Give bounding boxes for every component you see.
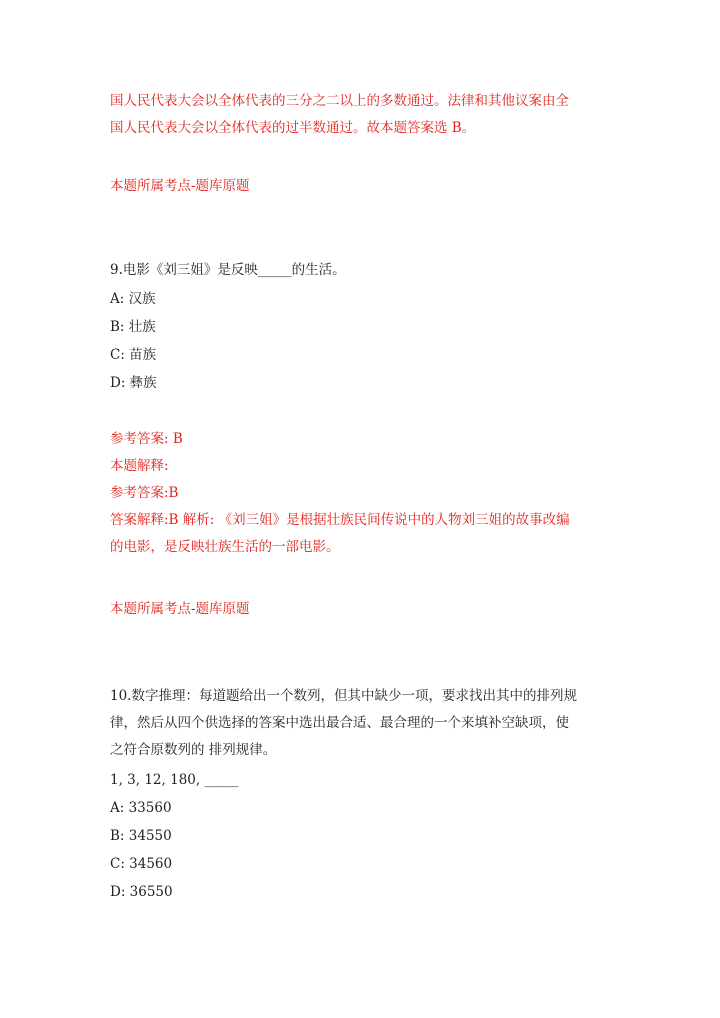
- option-a: A: 汉族: [110, 291, 156, 307]
- q9-answer-block: [110, 426, 610, 561]
- explanation-line: 的电影，是反映壮族生活的一部电影。: [110, 539, 340, 555]
- q10-sequence: 1, 3, 12, 180, _____: [110, 772, 239, 788]
- stem-line: 之符合原数列的 排列规律。: [110, 742, 277, 758]
- stem-line: 10.数字推理：每道题给出一个数列，但其中缺少一项，要求找出其中的排列规: [110, 688, 577, 704]
- q9-source-note: 本题所属考点-题库原题: [110, 601, 250, 617]
- prev-source-note: 本题所属考点-题库原题: [110, 178, 250, 194]
- q10-options: [110, 794, 610, 906]
- option-c: C: 苗族: [110, 347, 157, 363]
- option-a: A: 33560: [110, 800, 172, 816]
- q9-stem: 9.电影《刘三姐》是反映_____的生活。: [110, 262, 346, 278]
- explanation-label: 本题解释:: [110, 458, 169, 474]
- option-d: D: 彝族: [110, 375, 157, 391]
- ref-answer-2: 参考答案:B: [110, 485, 179, 501]
- text-line: 国人民代表大会以全体代表的三分之二以上的多数通过。法律和其他议案由全: [110, 93, 569, 109]
- q9-options: [110, 285, 610, 397]
- explanation-line: 答案解释:B 解析: 《刘三姐》是根据壮族民间传说中的人物刘三姐的故事改编: [110, 512, 570, 528]
- option-b: B: 34550: [110, 828, 172, 844]
- option-c: C: 34560: [110, 856, 173, 872]
- text-line: 国人民代表大会以全体代表的过半数通过。故本题答案选 B。: [110, 120, 476, 136]
- stem-line: 律，然后从四个供选择的答案中选出最合适、最合理的一个来填补空缺项，使: [110, 715, 569, 731]
- ref-answer: 参考答案: B: [110, 431, 183, 447]
- q10-stem: [110, 683, 610, 764]
- prev-answer-explanation: [110, 88, 610, 142]
- option-b: B: 壮族: [110, 319, 156, 335]
- option-d: D: 36550: [110, 884, 173, 900]
